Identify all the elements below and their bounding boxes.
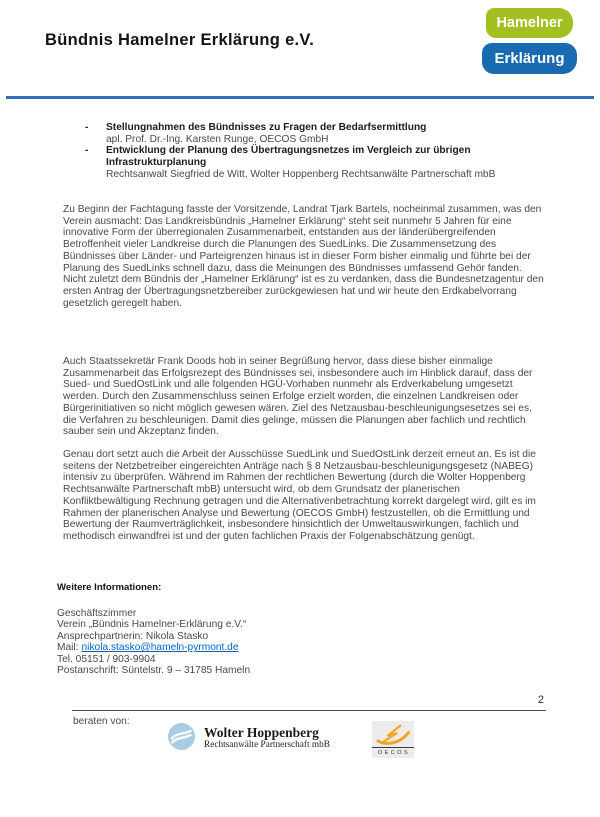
page-title: Bündnis Hamelner Erklärung e.V. xyxy=(45,31,315,50)
footer-divider xyxy=(72,710,546,711)
wolter-hoppenberg-text xyxy=(204,722,330,751)
mail-label: Mail: xyxy=(57,642,79,654)
page-number: 2 xyxy=(537,694,544,706)
wave-circle-icon xyxy=(168,723,195,750)
list-dash-marker: - xyxy=(85,122,89,133)
wolter-hoppenberg-name: Wolter Hoppenberg xyxy=(204,725,319,740)
contact-line-office: Geschäftszimmer xyxy=(57,608,137,619)
header-divider xyxy=(6,96,594,99)
logo-badge-hamelner: Hamelner xyxy=(486,8,573,38)
agenda-item-title: Stellungnahmen des Bündnisses zu Fragen der Bedarfsermittlung xyxy=(106,122,427,133)
contact-block xyxy=(57,608,457,676)
logo-badge-erklaerung: Erklärung xyxy=(482,43,577,74)
list-item xyxy=(85,145,547,180)
paragraph-doods: Auch Staatssekretär Frank Doods hob in seiner Begrüßung hervor, dass diese bisher einmalige Zusammenarbeit das Erfolgsrezept des Bündnisses sei, insbesondere auch im Hinblick darauf, dass der Sued- und SuedOstLink und alle folgenden HGÜ-Vorhaben nunmehr als Erdverkabelung umgesetzt werden. Durch den Zusammenschluss seinen Erfolge erzielt worden, die einzelnen Landkreisen oder Bürgerinitiativen so nicht möglich gewesen wären. Ziel des Netzausbau-beschleunigungsesetzes sei es, die Verfahren zu beschleunigen. Damit dies gelinge, müssen die Planungen aber fachlich und rechtlich sauber sein und Akzeptanz finden. xyxy=(63,356,533,438)
agenda-item-title: Entwicklung der Planung des Übertragungsnetzes im Vergleich zur übrigen Infrastrukturplanung xyxy=(106,145,471,169)
contact-line-verein: Verein „Bündnis Hamelner-Erklärung e.V.“ xyxy=(57,619,247,631)
contact-line-tel: Tel. 05151 / 903-9904 xyxy=(57,653,156,665)
oecos-tree-icon xyxy=(372,721,414,747)
oecos-label: OECOS xyxy=(372,747,414,758)
consulted-by-label: beraten von: xyxy=(73,716,130,727)
more-info-heading: Weitere Informationen: xyxy=(57,582,162,593)
agenda-item-speaker: apl. Prof. Dr.-Ing. Karsten Runge, OECOS GmbH xyxy=(106,133,329,145)
contact-line-mail xyxy=(57,642,457,653)
wolter-hoppenberg-logo xyxy=(168,722,330,751)
oecos-logo xyxy=(372,721,414,758)
agenda-item-speaker: Rechtsanwalt Siegfried de Witt, Wolter Hoppenberg Rechtsanwälte Partnerschaft mbB xyxy=(106,168,496,180)
agenda-item-content xyxy=(106,122,426,145)
list-item xyxy=(85,122,547,145)
paragraph-intro: Zu Beginn der Fachtagung fasste der Vorsitzende, Landrat Tjark Bartels, nocheinmal zusammen, was den Verein ausmacht: Das Landkreisbündnis „Hamelner Erklärung“ steht seit nunmehr 5 Jahren für eine innovative Form der überregionalen Zusammenarbeit, entstanden aus der länderübergreifenden Betroffenheit vieler Landkreise durch die Planungen des SuedLinks. Die Zusammensetzung des Bündnisses über Länder- und Parteigrenzen hinaus ist in dieser Form bisher einmalig und führte bei der Planung des SuedLinks schnell dazu, dass die Meinungen des Bündnisses umfassend Gehör fanden. Nicht zuletzt dem Bündnis der „Hamelner Erklärung“ ist es zu verdanken, dass die Bundesnetzagentur den ersten Antrag der Übertragungsnetzbereiber zurückgewiesen hat und wir heute den Erdkabelvorrang gesetzlich geregelt haben. xyxy=(63,204,544,309)
paragraph-ausschuesse: Genau dort setzt auch die Arbeit der Ausschüsse SuedLink und SuedOstLink derzeit erneut an. Es ist die seitens der Netzbetreiber eingereichten Anträge nach § 8 Netzausbau-beschleunigungsgesetz (NABEG) intensiv zu überprüfen. Während im Rahmen der rechtlichen Bewertung (durch die Wolter Hoppenberg Rechtsanwälte Partnerschaft mbB) untersucht wird, ob dem Grundsatz der planerischen Konfliktbewältigung Rechnung getragen und die Alternativenbetrachtung korrekt dargelegt wird, gilt es im Rahmen der planerischen Analyse und Bewertung (OECOS GmbH) festzustellen, ob die Ermittlung und Bewertung der Raumverträglichkeit, insbesondere hinsichtlich der Umweltauswirkungen, fachlich und methodisch einwandfrei ist und der guten fachlichen Praxis der Folgenabschätzung genügt. xyxy=(63,449,536,542)
agenda-item-content xyxy=(106,145,547,180)
contact-line-ansprechpartnerin: Ansprechpartnerin: Nikola Stasko xyxy=(57,630,209,642)
list-dash-marker: - xyxy=(85,145,89,157)
wolter-hoppenberg-subtitle: Rechtsanwälte Partnerschaft mbB xyxy=(204,740,330,750)
contact-line-post: Postanschrift: Süntelstr. 9 – 31785 Hameln xyxy=(57,665,251,677)
agenda-list xyxy=(85,122,547,181)
email-link[interactable]: nikola.stasko@hameln-pyrmont.de xyxy=(81,642,239,654)
